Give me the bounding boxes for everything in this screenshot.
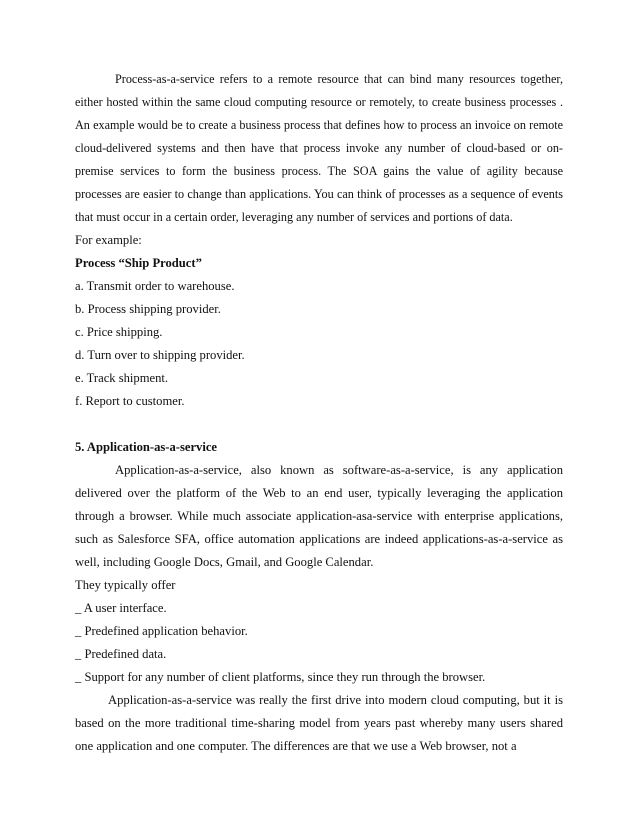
paragraph-time-sharing: Application-as-a-service was really the first drive into modern cloud computing, but it is based on the more traditional time-sharing model from years past whereby many users shared one application and one computer. The differences are that we use a Web browser, not a (75, 693, 563, 753)
offer-item: _ Predefined application behavior. (75, 624, 248, 638)
offer-item: _ Support for any number of client platforms, since they run through the browser. (75, 670, 486, 684)
spacer (75, 413, 563, 436)
step-item: b. Process shipping provider. (75, 302, 221, 316)
for-example-label: For example: (75, 233, 142, 247)
process-title: Process “Ship Product” (75, 256, 202, 270)
step-item: e. Track shipment. (75, 371, 169, 385)
step-item: f. Report to customer. (75, 394, 185, 408)
offer-item: _ A user interface. (75, 601, 167, 615)
they-offer-label: They typically offer (75, 578, 176, 592)
offer-item: _ Predefined data. (75, 647, 167, 661)
paragraph-application-as-a-service: Application-as-a-service, also known as software-as-a-service, is any application delivered over the platform of the Web to an end user, typically leveraging the application through a browser. While much associate application-asa-service with enterprise applications, such as Salesforce SFA, office automation applications are indeed applications-as-a-service as well, including Google Docs, Gmail, and Google Calendar. (75, 463, 563, 569)
step-item: a. Transmit order to warehouse. (75, 279, 235, 293)
document-page (75, 68, 563, 758)
step-item: d. Turn over to shipping provider. (75, 348, 245, 362)
step-item: c. Price shipping. (75, 325, 163, 339)
section-heading: 5. Application-as-a-service (75, 440, 218, 454)
paragraph-process-as-a-service: Process-as-a-service refers to a remote resource that can bind many resources together, either hosted within the same cloud computing resource or remotely, to create business processes . An example would be to create a business process that defines how to process an invoice on remote cloud-delivered systems and then have that process invoke any number of cloud-based or on-premise services to form the business process. The SOA gains the value of agility because processes are easier to change than applications. You can think of processes as a sequence of events that must occur in a certain order, leveraging any number of services and portions of data. (75, 72, 563, 224)
